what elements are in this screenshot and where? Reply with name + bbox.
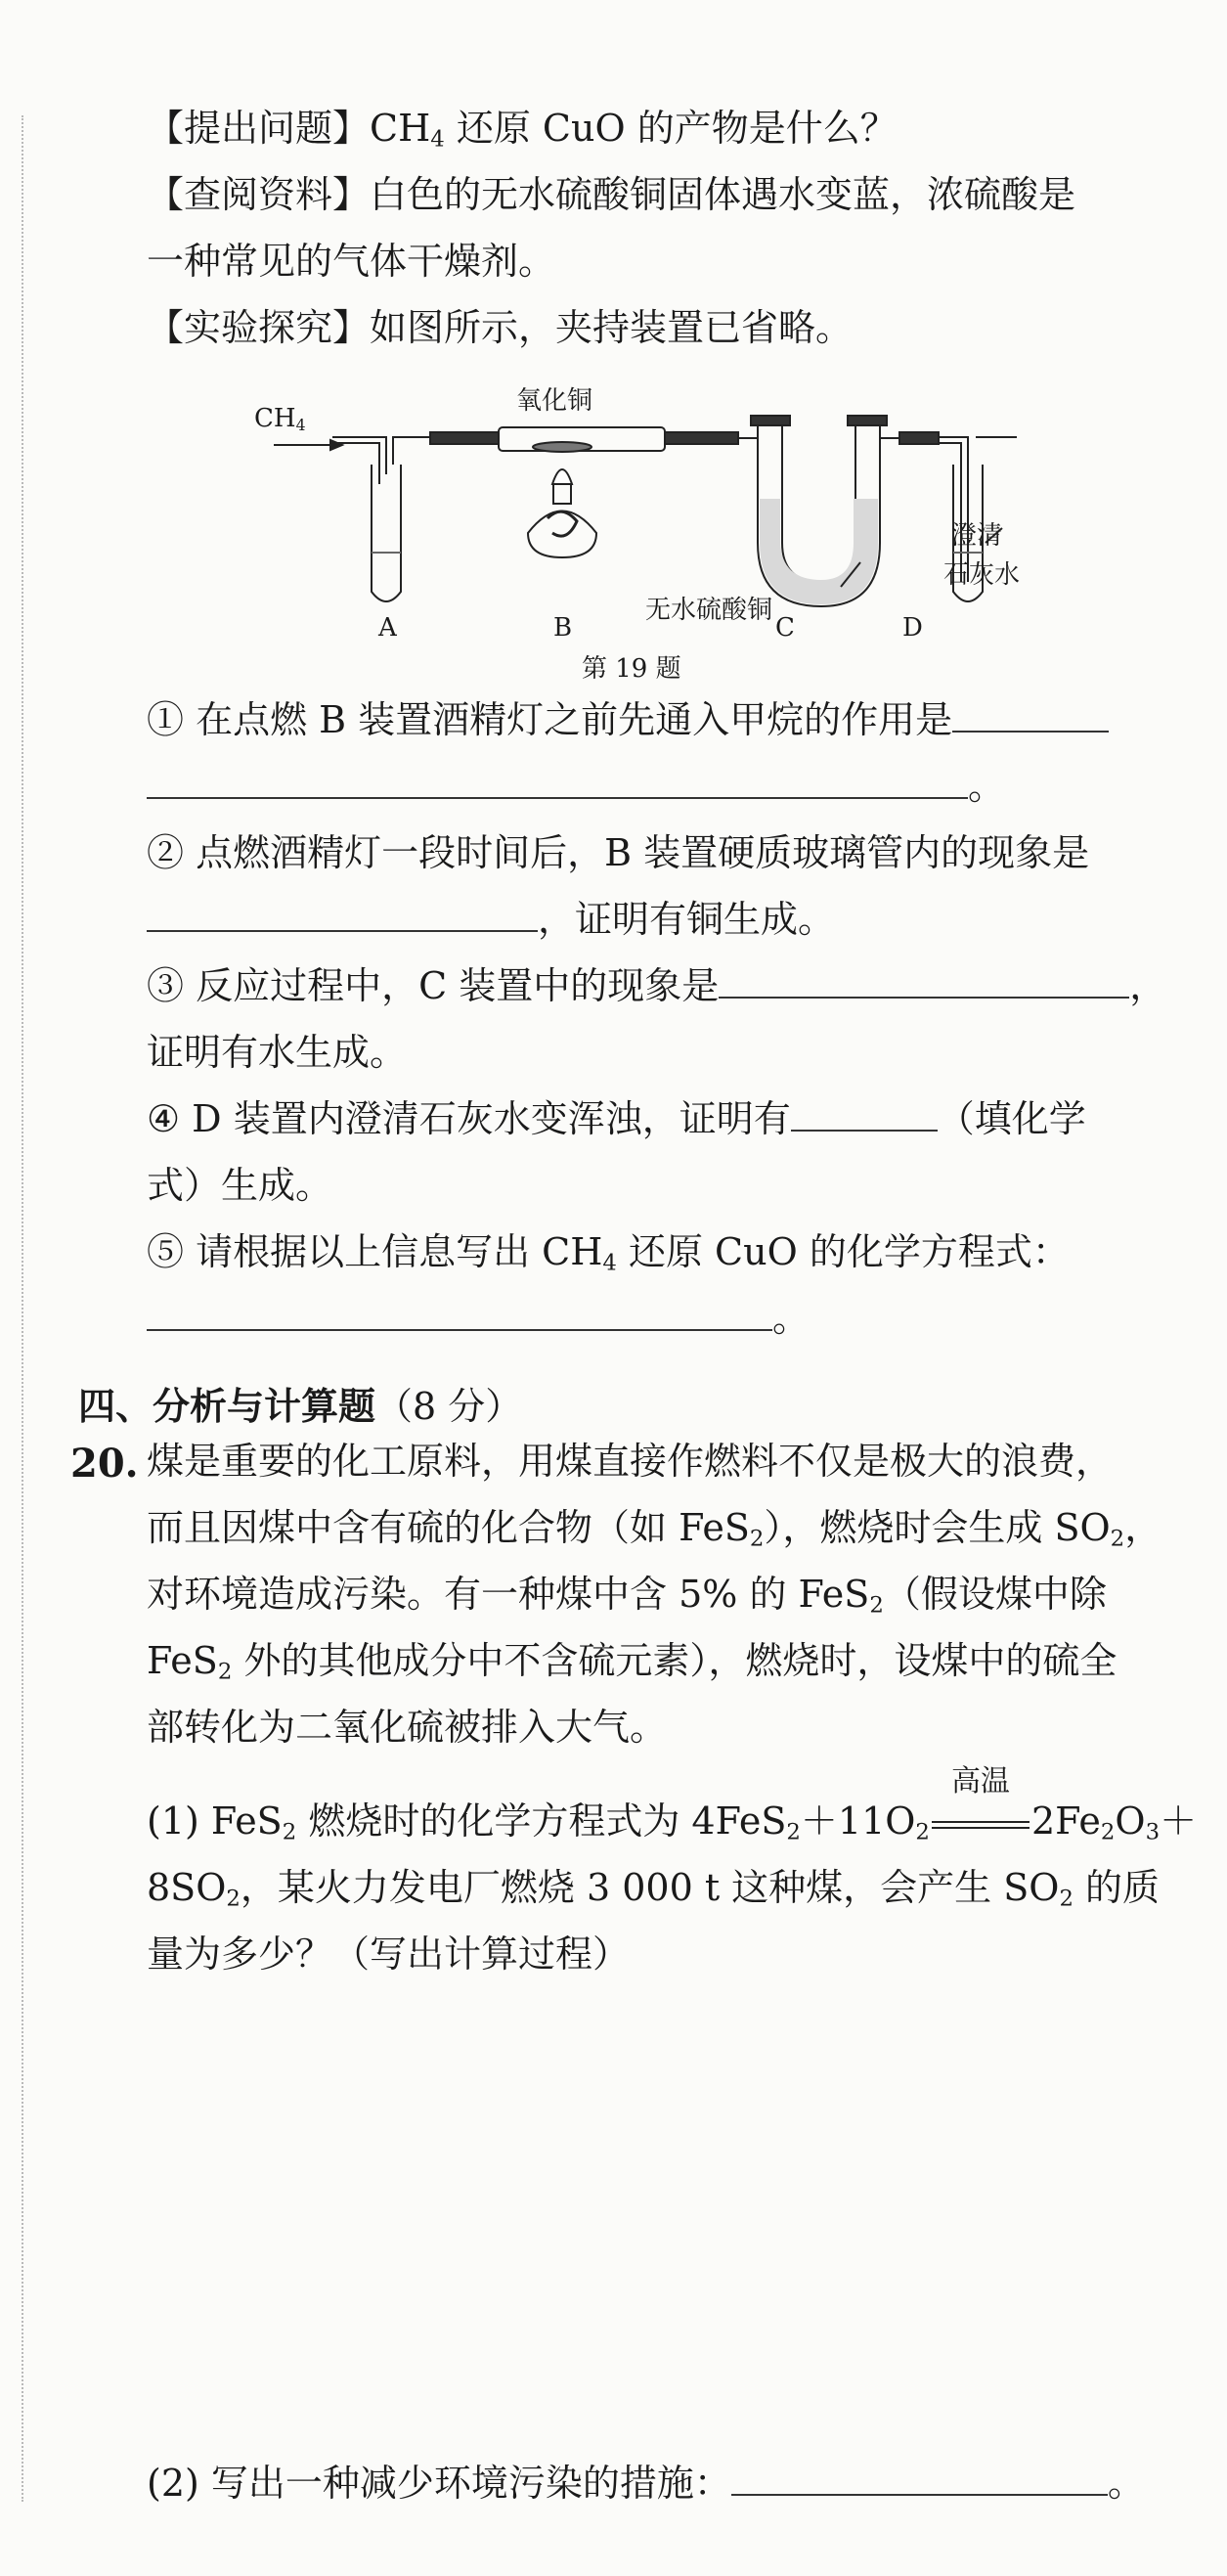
label-b: B bbox=[553, 613, 573, 643]
q20-sub-2: (2) 写出一种减少环境污染的措施： 。 bbox=[147, 2462, 1145, 2505]
q20-sub-1-cont: $8SO_2$，某火力发电厂燃烧 3 000 t 这种煤，会产生 $SO_2$ 的质 bbox=[147, 1866, 1161, 1912]
q19-item-2-cont: ，证明有铜生成。 bbox=[147, 901, 835, 938]
reaction-condition: 高温 bbox=[930, 1802, 1031, 1840]
limewater-label-2: 石灰水 bbox=[943, 560, 1021, 590]
q20-sub-1: (1) FeS$_2$ 燃烧时的化学方程式为 $4FeS_2+11O_2$ 高温 $2Fe_2O_3+$ bbox=[147, 1764, 1198, 1845]
experiment-apparatus-figure bbox=[254, 386, 1021, 689]
arrow-head bbox=[330, 440, 342, 450]
rubber-tube-ab bbox=[430, 432, 499, 444]
data-line-1: 【查阅资料】白色的无水硫酸铜固体遇水变蓝，浓硫酸是 bbox=[147, 173, 1076, 216]
q20-para-2: 而且因煤中含有硫的化合物（如 FeS$_2$），燃烧时会生成 $SO_2$， bbox=[147, 1506, 1162, 1552]
figure-caption: 第 19 题 bbox=[582, 654, 681, 684]
stopper-right bbox=[848, 416, 887, 425]
copper-oxide-powder bbox=[533, 442, 592, 452]
data-line-2: 一种常见的气体干燥剂。 bbox=[147, 240, 556, 283]
answer-blank-4[interactable] bbox=[791, 1129, 938, 1132]
problem-line: 【提出问题】$CH_4$ 还原 CuO 的产物是什么？ bbox=[147, 107, 898, 153]
copper-oxide-label: 氧化铜 bbox=[516, 386, 593, 416]
tube-a bbox=[372, 465, 401, 601]
margin-dotted-line bbox=[22, 115, 23, 2502]
answer-blank-2[interactable] bbox=[147, 929, 538, 932]
stopper-left bbox=[751, 416, 790, 425]
q20-para-3: 对环境造成污染。有一种煤中含 5% 的 FeS$_2$（假设煤中除 bbox=[147, 1573, 1107, 1619]
rubber-tube-cd bbox=[899, 432, 939, 444]
q19-item-4: ④ D 装置内澄清石灰水变浑浊，证明有 （填化学 bbox=[147, 1097, 1086, 1140]
q19-item-1: ① 在点燃 B 装置酒精灯之前先通入甲烷的作用是 bbox=[147, 701, 1109, 738]
alcohol-lamp bbox=[528, 511, 596, 558]
answer-blank-3[interactable] bbox=[719, 996, 1129, 999]
gas-label: $CH_4$ bbox=[254, 404, 306, 434]
label-c: C bbox=[775, 613, 795, 643]
q20-number: 20. bbox=[70, 1441, 139, 1487]
q19-item-3-cont: 证明有水生成。 bbox=[147, 1031, 408, 1074]
explore-line: 【实验探究】如图所示，夹持装置已省略。 bbox=[147, 306, 854, 349]
apparatus-diagram bbox=[254, 386, 1017, 689]
q19-item-5: ⑤ 请根据以上信息写出 $CH_4$ 还原 CuO 的化学方程式： bbox=[147, 1230, 1070, 1276]
q20-para-1: 煤是重要的化工原料，用煤直接作燃料不仅是极大的浪费， bbox=[147, 1440, 1114, 1483]
q19-item-2: ② 点燃酒精灯一段时间后，B 装置硬质玻璃管内的现象是 bbox=[147, 831, 1090, 874]
label-a: A bbox=[378, 613, 397, 643]
section-4-heading: 四、分析与计算题（8 分） bbox=[78, 1384, 523, 1428]
q20-para-5: 部转化为二氧化硫被排入大气。 bbox=[147, 1706, 668, 1749]
q20-para-4: FeS$_2$ 外的其他成分中不含硫元素），燃烧时，设煤中的硫全 bbox=[147, 1639, 1117, 1685]
answer-blank-1b[interactable] bbox=[147, 796, 968, 799]
label-d: D bbox=[902, 613, 923, 643]
q19-item-4-cont: 式）生成。 bbox=[147, 1164, 333, 1207]
rubber-tube-bc bbox=[665, 432, 738, 444]
q19-item-5-cont: 。 bbox=[147, 1300, 810, 1337]
q19-item-3: ③ 反应过程中，C 装置中的现象是 ， bbox=[147, 964, 1167, 1007]
anhydrous-copper-sulfate-label: 无水硫酸铜 bbox=[645, 596, 773, 625]
q19-item-1-cont: 。 bbox=[147, 768, 1005, 805]
lamp-wick-holder bbox=[553, 484, 571, 504]
anhydrous-copper-sulfate-fill bbox=[760, 499, 878, 604]
limewater-label-1: 澄清 bbox=[951, 521, 1003, 551]
answer-blank-q20-2[interactable] bbox=[731, 2493, 1108, 2496]
answer-blank-1a[interactable] bbox=[952, 730, 1109, 733]
answer-blank-5[interactable] bbox=[147, 1328, 772, 1331]
q20-sub-1-cont2: 量为多少？（写出计算过程） bbox=[147, 1932, 631, 1976]
flame bbox=[552, 469, 572, 484]
